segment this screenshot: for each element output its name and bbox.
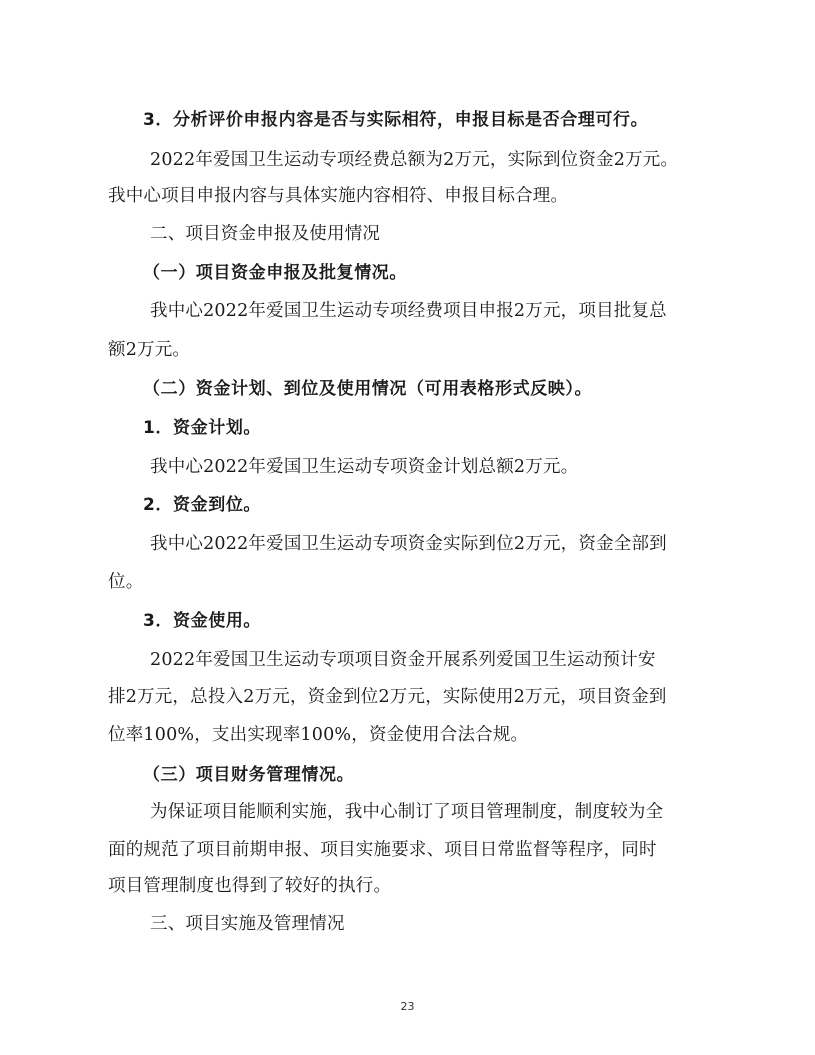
- paragraph-line: 我中心项目申报内容与具体实施内容相符、申报目标合理。: [108, 186, 569, 206]
- paragraph-line: 我中心2022年爱国卫生运动专项经费项目申报2万元，项目批复总: [150, 301, 667, 321]
- page-number: 23: [400, 1000, 415, 1013]
- paragraph-line: 面的规范了项目前期申报、项目实施要求、项目日常监督等程序，同时: [108, 840, 657, 860]
- paragraph-line: 我中心2022年爱国卫生运动专项资金实际到位2万元，资金全部到: [150, 534, 667, 554]
- section-heading-3: 三、项目实施及管理情况: [150, 914, 345, 934]
- subsection-heading-1: （一）项目资金申报及批复情况。: [143, 263, 407, 283]
- subsection-heading-2: （二）资金计划、到位及使用情况（可用表格形式反映）。: [143, 379, 593, 399]
- paragraph-line: 2022年爱国卫生运动专项经费总额为2万元，实际到位资金2万元。: [150, 150, 679, 170]
- paragraph-line: 排2万元，总投入2万元，资金到位2万元，实际使用2万元，项目资金到: [108, 687, 667, 707]
- section-heading-2: 二、项目资金申报及使用情况: [150, 224, 381, 244]
- item-heading-funding-use: 3．资金使用。: [143, 611, 262, 631]
- paragraph-line: 项目管理制度也得到了较好的执行。: [108, 876, 392, 896]
- item-heading-funding-plan: 1．资金计划。: [143, 418, 262, 438]
- subsection-heading-3: （三）项目财务管理情况。: [143, 765, 355, 785]
- section-heading-3-analysis: 3．分析评价申报内容是否与实际相符，申报目标是否合理可行。: [143, 110, 649, 130]
- paragraph-line: 我中心2022年爱国卫生运动专项资金计划总额2万元。: [150, 457, 579, 477]
- item-heading-funding-arrival: 2．资金到位。: [143, 495, 262, 515]
- paragraph-line: 位率100%，支出实现率100%，资金使用合法合规。: [108, 725, 529, 745]
- paragraph-line: 位。: [108, 572, 144, 592]
- paragraph-line: 2022年爱国卫生运动专项项目资金开展系列爱国卫生运动预计安: [150, 650, 656, 670]
- paragraph-line: 额2万元。: [108, 340, 191, 360]
- paragraph-line: 为保证项目能顺利实施，我中心制订了项目管理制度，制度较为全: [150, 802, 664, 822]
